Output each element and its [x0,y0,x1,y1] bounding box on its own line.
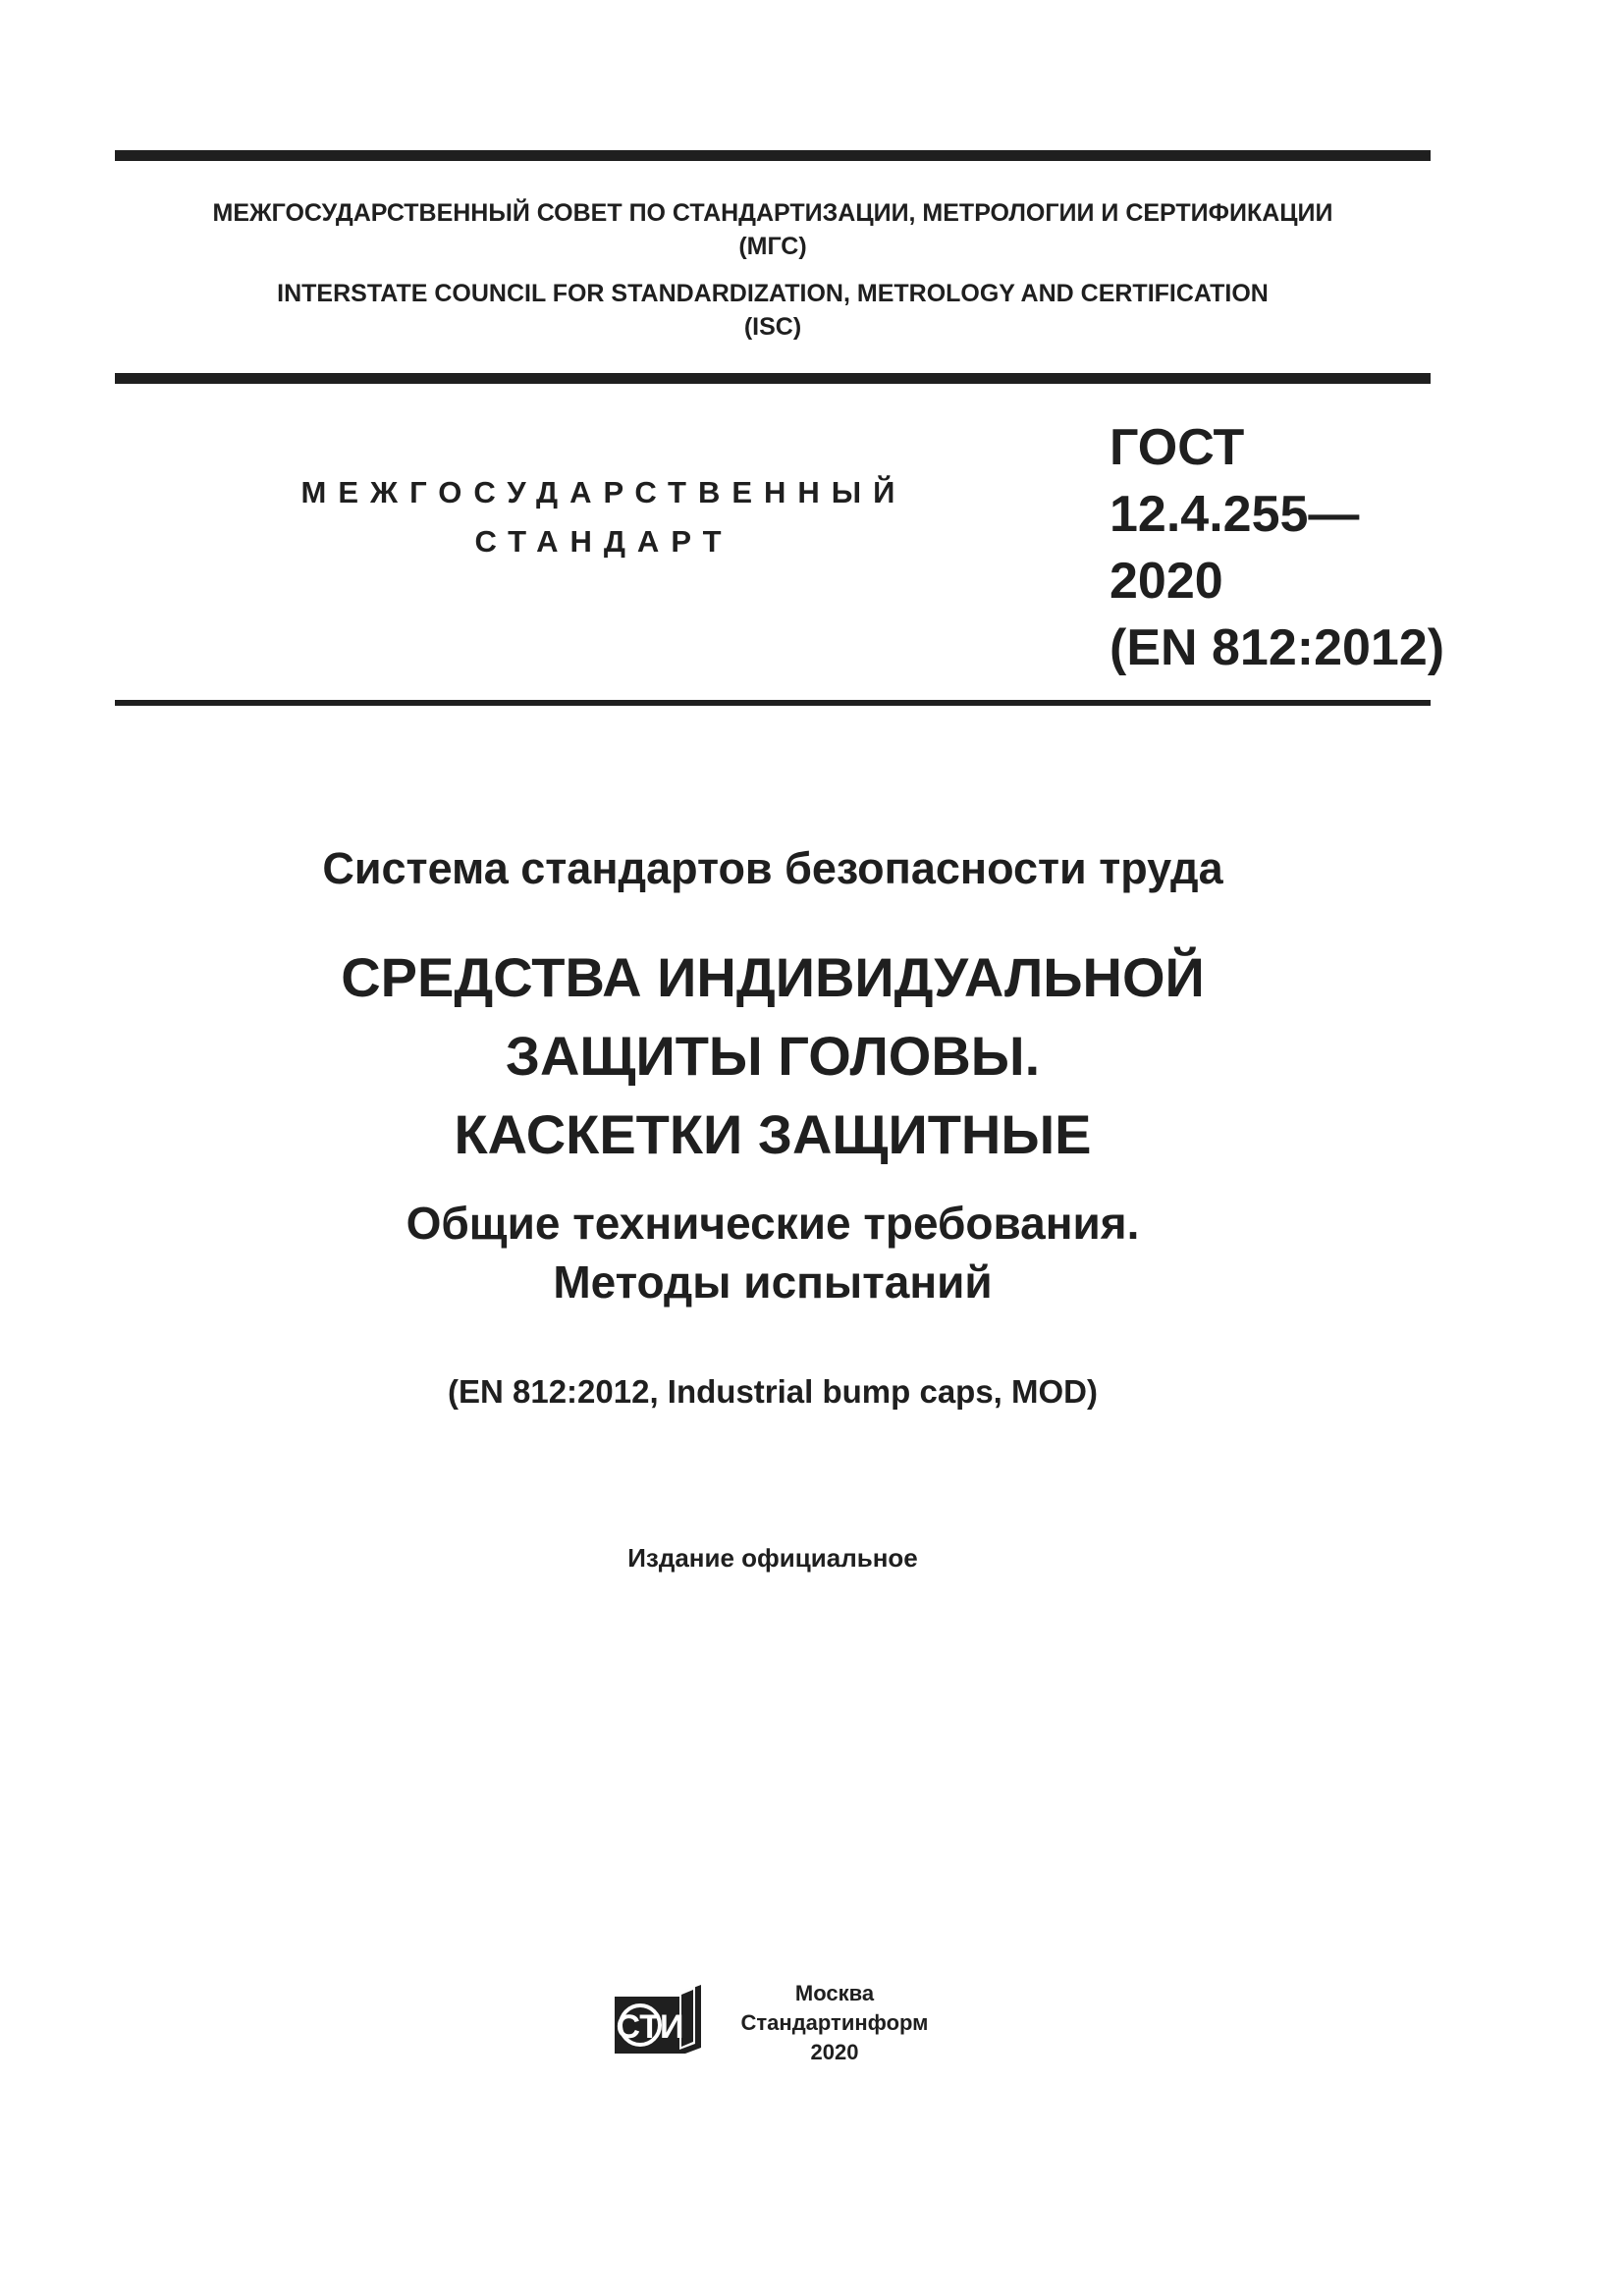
council-divider [115,373,1431,384]
council-abbr-en: (ISC) [743,313,802,341]
standartinform-logo-icon [611,1983,705,2056]
council-name-ru-line1: МЕЖГОСУДАРСТВЕННЫЙ СОВЕТ ПО СТАНДАРТИЗАЦИИ, МЕТРОЛОГИИ И СЕРТИФИКАЦИИ [212,199,1333,227]
main-title [115,938,1431,1174]
main-title-line3: КАСКЕТКИ ЗАЩИТНЫЕ [454,1103,1092,1165]
gost-year: 2020 [1110,553,1223,610]
gost-label: ГОСТ [1110,419,1245,476]
gost-code: 12.4.255— [1110,486,1360,543]
top-rule [115,150,1431,161]
gost-en-equivalent: (EN 812:2012) [1110,619,1445,676]
subtitle-line1: Общие технические требования. [406,1198,1140,1249]
en-reference: (EN 812:2012, Industrial bump caps, MOD) [448,1373,1098,1410]
publisher-block [722,1979,947,2067]
publisher-city: Москва [794,1981,875,2005]
standard-type-line2: СТАНДАРТ [474,524,733,559]
standard-type-label [285,468,923,566]
subtitle [115,1194,1431,1311]
header-divider [115,700,1431,706]
standard-type-line1: МЕЖГОСУДАРСТВЕННЫЙ [300,475,907,509]
main-title-line1: СРЕДСТВА ИНДИВИДУАЛЬНОЙ [341,946,1205,1008]
series-title: Система стандартов безопасности труда [322,843,1223,893]
subtitle-line2: Методы испытаний [553,1256,993,1308]
publisher-year: 2020 [810,2040,859,2064]
main-title-line2: ЗАЩИТЫ ГОЛОВЫ. [505,1025,1041,1087]
publisher-name: Стандартинформ [740,2010,929,2035]
council-name-en [115,277,1431,344]
gost-number [1110,414,1444,681]
edition-label: Издание официальное [627,1543,918,1573]
council-abbr-ru: (МГС) [738,233,807,260]
logo-text: СТИ [616,2008,684,2046]
council-name-en-line1: INTERSTATE COUNCIL FOR STANDARDIZATION, METROLOGY AND CERTIFICATION [277,280,1269,307]
council-name-ru [115,196,1431,263]
